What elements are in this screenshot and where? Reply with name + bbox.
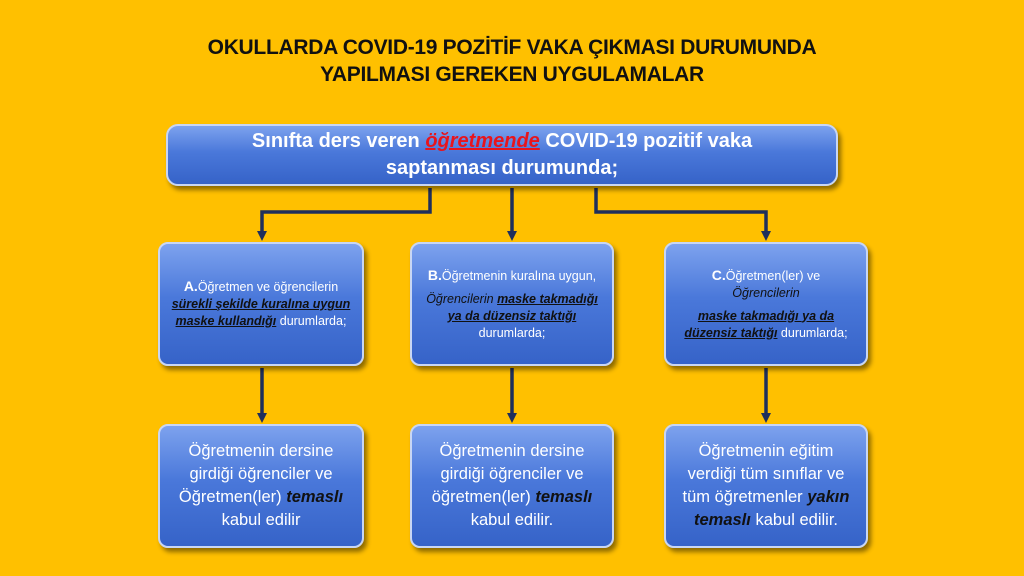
result-a-text: Öğretmenin dersine girdiği öğrenciler ve Öğretmen(ler)	[178, 442, 334, 506]
result-b-text: Öğretmenin dersine girdiği öğrenciler ve öğretmen(ler)	[431, 442, 585, 506]
result-a-box	[158, 424, 364, 548]
result-b-tail: kabul edilir.	[470, 511, 554, 529]
case-b-letter: B.	[427, 266, 442, 283]
case-b-underlined: maske takmadığı ya da düzensiz taktığı	[447, 291, 598, 323]
result-b-box	[410, 424, 614, 548]
top-line-1	[252, 128, 752, 155]
case-a-letter: A.	[183, 278, 198, 294]
top-text-part2: COVID-19 pozitif vaka	[539, 130, 753, 152]
arrow-top-to-a	[262, 188, 430, 236]
result-c-box	[664, 424, 868, 548]
case-c-letter: C.	[711, 266, 726, 283]
top-condition-box	[166, 124, 838, 186]
result-a-tail: kabul edilir	[221, 511, 301, 529]
case-a-lead: Öğretmen ve öğrencilerin	[197, 280, 339, 294]
case-b-italic: Öğrencilerin	[426, 291, 498, 306]
case-b-lead: Öğretmenin kuralına uygun,	[441, 268, 597, 283]
case-c-box	[664, 242, 868, 366]
title-line-1: OKULLARDA COVID-19 POZİTİF VAKA ÇIKMASI DURUMUNDA	[207, 36, 817, 59]
top-text-highlight: öğretmende	[425, 130, 540, 152]
result-b-emphasis: temaslı	[535, 488, 593, 506]
case-c-underlined: maske takmadığı ya da düzensiz taktığı	[684, 308, 835, 340]
case-c-lead: Öğretmen(ler) ve	[725, 268, 821, 283]
result-c-tail: kabul edilir.	[750, 511, 838, 529]
result-a-emphasis: temaslı	[286, 488, 344, 506]
title-line-2: YAPILMASI GEREKEN UYGULAMALAR	[320, 63, 704, 86]
case-c-italic: Öğrencilerin	[732, 285, 800, 300]
case-a-underlined: sürekli şekilde kuralına uygun maske kullandığı	[171, 297, 351, 328]
top-text-part1: Sınıfta ders veren	[251, 130, 426, 152]
case-a-box	[158, 242, 364, 366]
case-c-tail: durumlarda;	[777, 325, 848, 340]
case-a-tail: durumlarda;	[276, 314, 347, 328]
arrow-top-to-c	[596, 188, 766, 236]
case-b-box	[410, 242, 614, 366]
result-c-emphasis: yakın temaslı	[693, 488, 850, 529]
top-line-2: saptanması durumunda;	[385, 157, 619, 179]
case-b-tail: durumlarda;	[478, 325, 546, 340]
result-c-text: Öğretmenin eğitim verdiği tüm sınıflar ve tüm öğretmenler	[682, 442, 845, 506]
